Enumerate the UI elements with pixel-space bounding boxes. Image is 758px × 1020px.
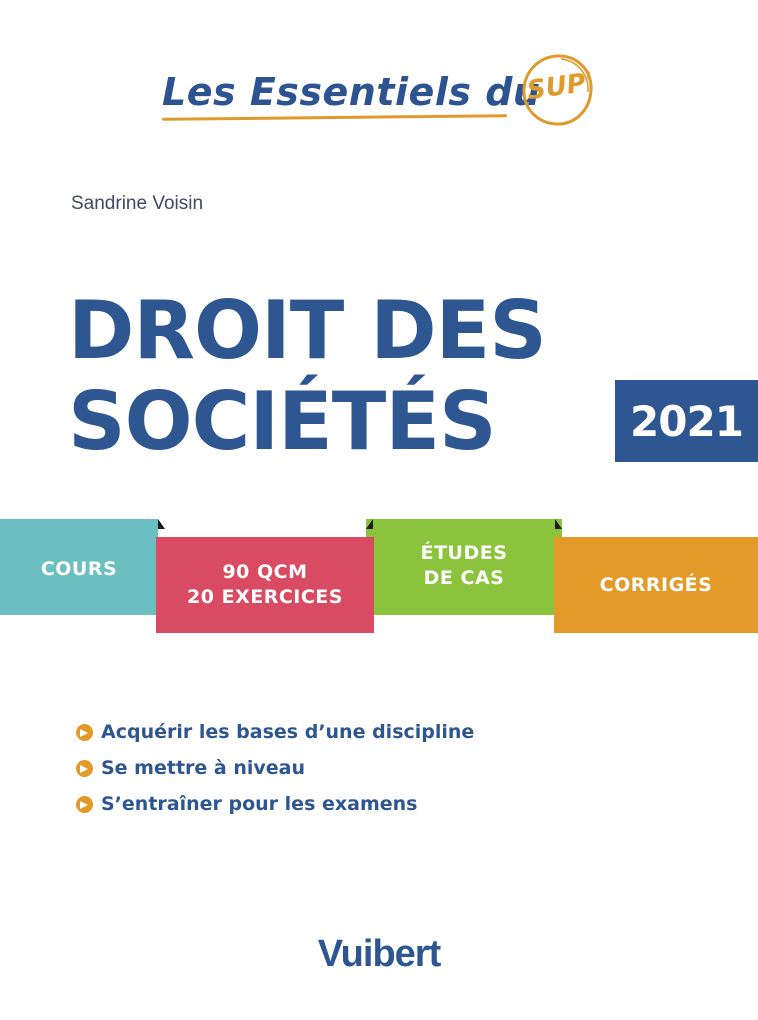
arrow-circle-icon [76, 796, 93, 813]
book-title [68, 285, 546, 467]
list-item [76, 714, 474, 750]
list-item-text: Se mettre à niveau [101, 757, 305, 779]
author-name: Sandrine Voisin [71, 193, 204, 214]
list-item-text: S’entraîner pour les examens [101, 793, 418, 815]
feature-tab-etudes [366, 519, 562, 615]
feature-tab-label: DE CAS [423, 567, 505, 589]
feature-tab-label: 90 QCM [222, 561, 308, 583]
arrow-circle-icon [76, 760, 93, 777]
series-underline [162, 114, 507, 121]
edition-year: 2021 [630, 396, 743, 446]
feature-tab-qcm [156, 537, 374, 633]
list-item [76, 786, 474, 822]
arrow-circle-icon [76, 724, 93, 741]
feature-tab-cours [0, 519, 158, 615]
publisher-logo: Vuibert [317, 933, 441, 975]
tab-fold [555, 519, 562, 529]
tab-fold [158, 519, 165, 529]
feature-tab-label: CORRIGÉS [599, 573, 713, 596]
list-item [76, 750, 474, 786]
feature-tab-label: COURS [40, 558, 118, 580]
edition-year-badge [615, 380, 758, 462]
book-title-line-1: DROIT DES [68, 284, 546, 377]
benefits-list [76, 714, 474, 822]
list-item-text: Acquérir les bases d’une discipline [101, 721, 475, 743]
sup-badge-text: SUP' [525, 67, 596, 107]
feature-tab-corriges [554, 537, 758, 633]
book-title-line-2: SOCIÉTÉS [68, 375, 496, 468]
feature-tab-label: ÉTUDES [420, 542, 508, 564]
feature-tab-label: 20 EXERCICES [187, 586, 343, 608]
series-title: Les Essentiels du [162, 70, 541, 114]
tab-fold [366, 519, 373, 529]
